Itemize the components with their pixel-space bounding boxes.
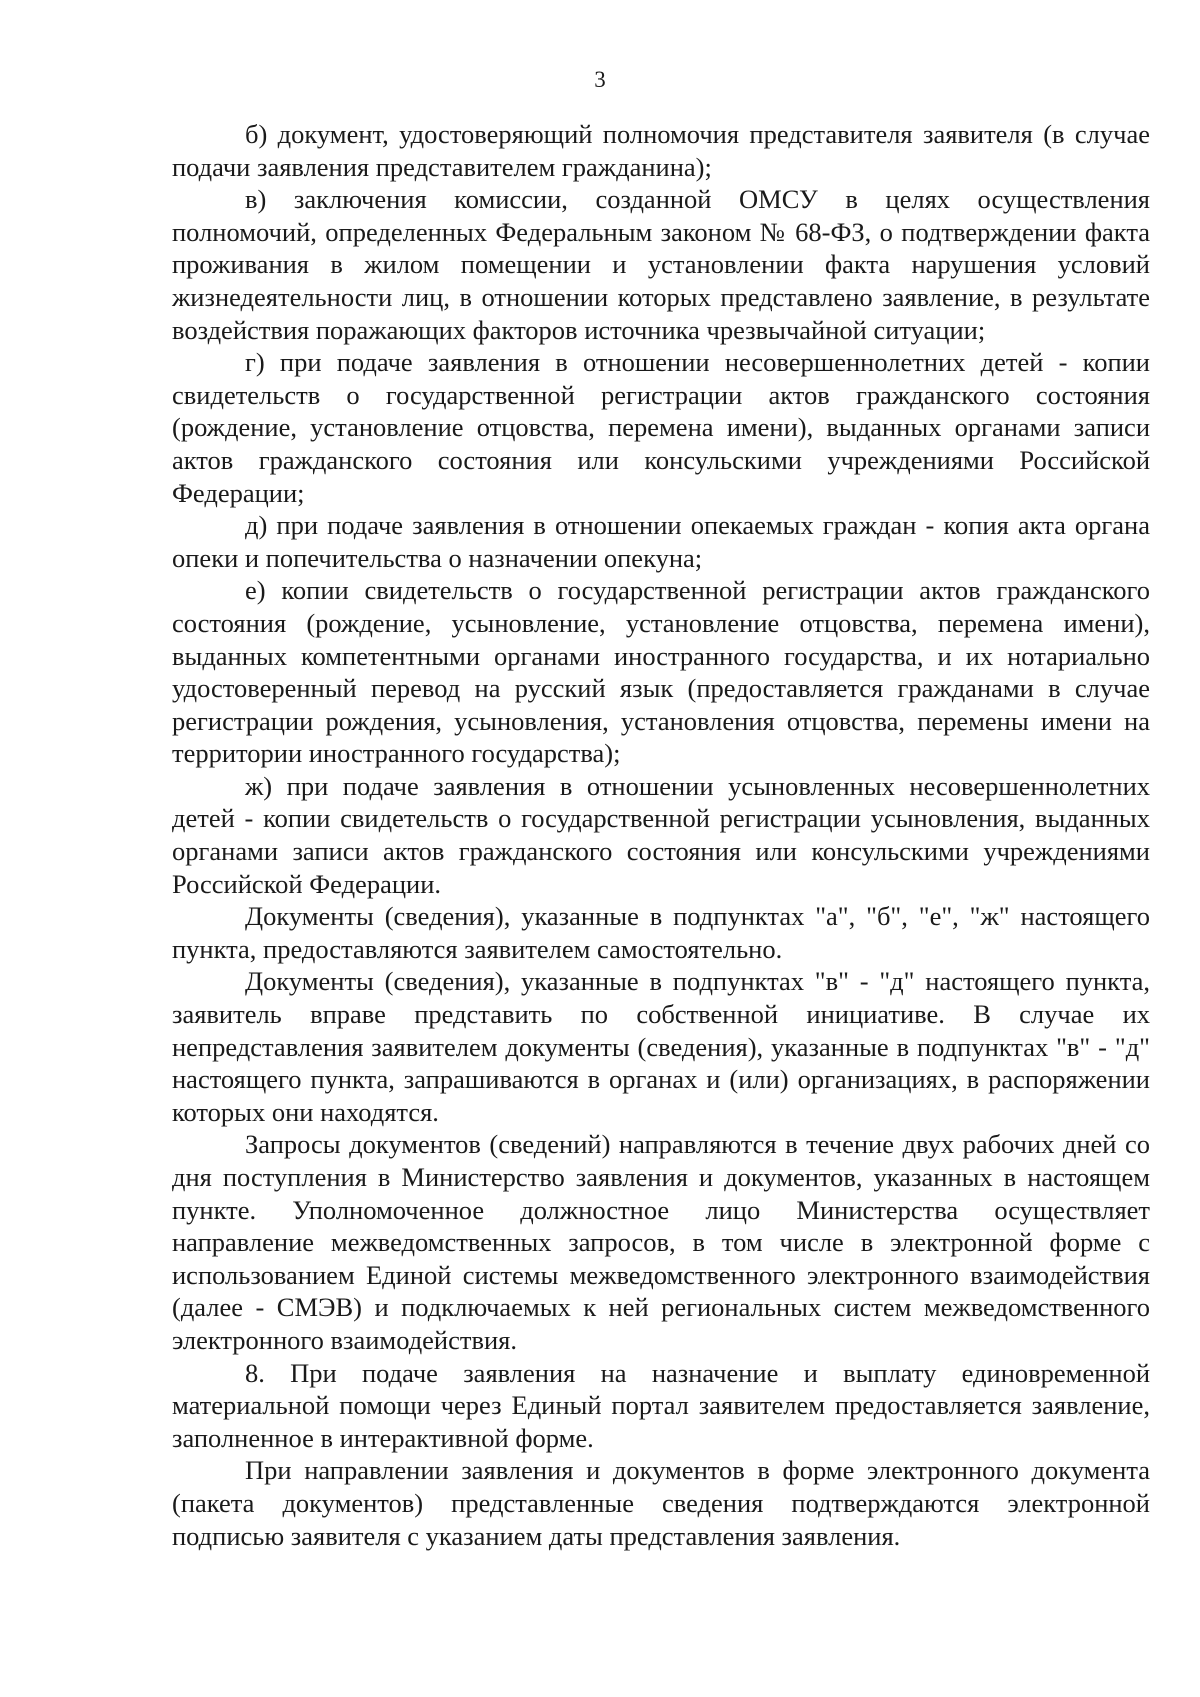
paragraph-item-d: д) при подаче заявления в отношении опекаемых граждан - копия акта органа опеки и попечительства о назначении опекуна; [172,510,1150,573]
paragraph-item-zh: ж) при подаче заявления в отношении усыновленных несовершеннолетних детей - копии свидетельств о государственной регистрации усыновления, выданных органами записи актов гражданского состояния или консульскими учреждениями Российской Федерации. [172,770,1150,899]
document-body [172,118,1150,1552]
paragraph-documents-initiative: Документы (сведения), указанные в подпунктах "в" - "д" настоящего пункта, заявитель вправе представить по собственной инициативе. В случае их непредставления заявителем документы (сведения), указанные в подпунктах "в" - "д" настоящего пункта, запрашиваются в органах и (или) организациях, в распоряжении которых они находятся. [172,966,1150,1127]
paragraph-item-b: б) документ, удостоверяющий полномочия представителя заявителя (в случае подачи заявления представителем гражданина); [172,119,1150,182]
page-number: 3 [594,67,606,92]
paragraph-electronic-signature: При направлении заявления и документов в форме электронного документа (пакета документов) представленные сведения подтверждаются электронной подписью заявителя с указанием даты представления заявления. [172,1455,1150,1551]
paragraph-item-e: е) копии свидетельств о государственной регистрации актов гражданского состояния (рождение, усыновление, установление отцовства, перемена имени), выданных компетентными органами иностранного государства, и их нотариально удостоверенный перевод на русский язык (предоставляется гражданами в случае регистрации рождения, усыновления, установления отцовства, перемены имени на территории иностранного государства); [172,575,1150,769]
paragraph-item-g: г) при подаче заявления в отношении несовершеннолетних детей - копии свидетельств о государственной регистрации актов гражданского состояния (рождение, установление отцовства, перемена имени), выданных органами записи актов гражданского состояния или консульскими учреждениями Российской Федерации; [172,347,1150,508]
paragraph-item-v: в) заключения комиссии, созданной ОМСУ в целях осуществления полномочий, определенных Федеральным законом № 68-ФЗ, о подтверждении факта проживания в жилом помещении и установлении факта нарушения условий жизнедеятельности лиц, в отношении которых представлено заявление, в результате воздействия поражающих факторов источника чрезвычайной ситуации; [172,184,1150,345]
paragraph-requests: Запросы документов (сведений) направляются в течение двух рабочих дней со дня поступления в Министерство заявления и документов, указанных в настоящем пункте. Уполномоченное должностное лицо Министерства осуществляет направление межведомственных запросов, в том числе в электронной форме с использованием Единой системы межведомственного электронного взаимодействия (далее - СМЭВ) и подключаемых к ней региональных систем межведомственного электронного взаимодействия. [172,1129,1150,1355]
paragraph-documents-self: Документы (сведения), указанные в подпунктах "а", "б", "е", "ж" настоящего пункта, предоставляются заявителем самостоятельно. [172,901,1150,964]
paragraph-section-8: 8. При подаче заявления на назначение и выплату единовременной материальной помощи через Единый портал заявителем предоставляется заявление, заполненное в интерактивной форме. [172,1357,1150,1453]
